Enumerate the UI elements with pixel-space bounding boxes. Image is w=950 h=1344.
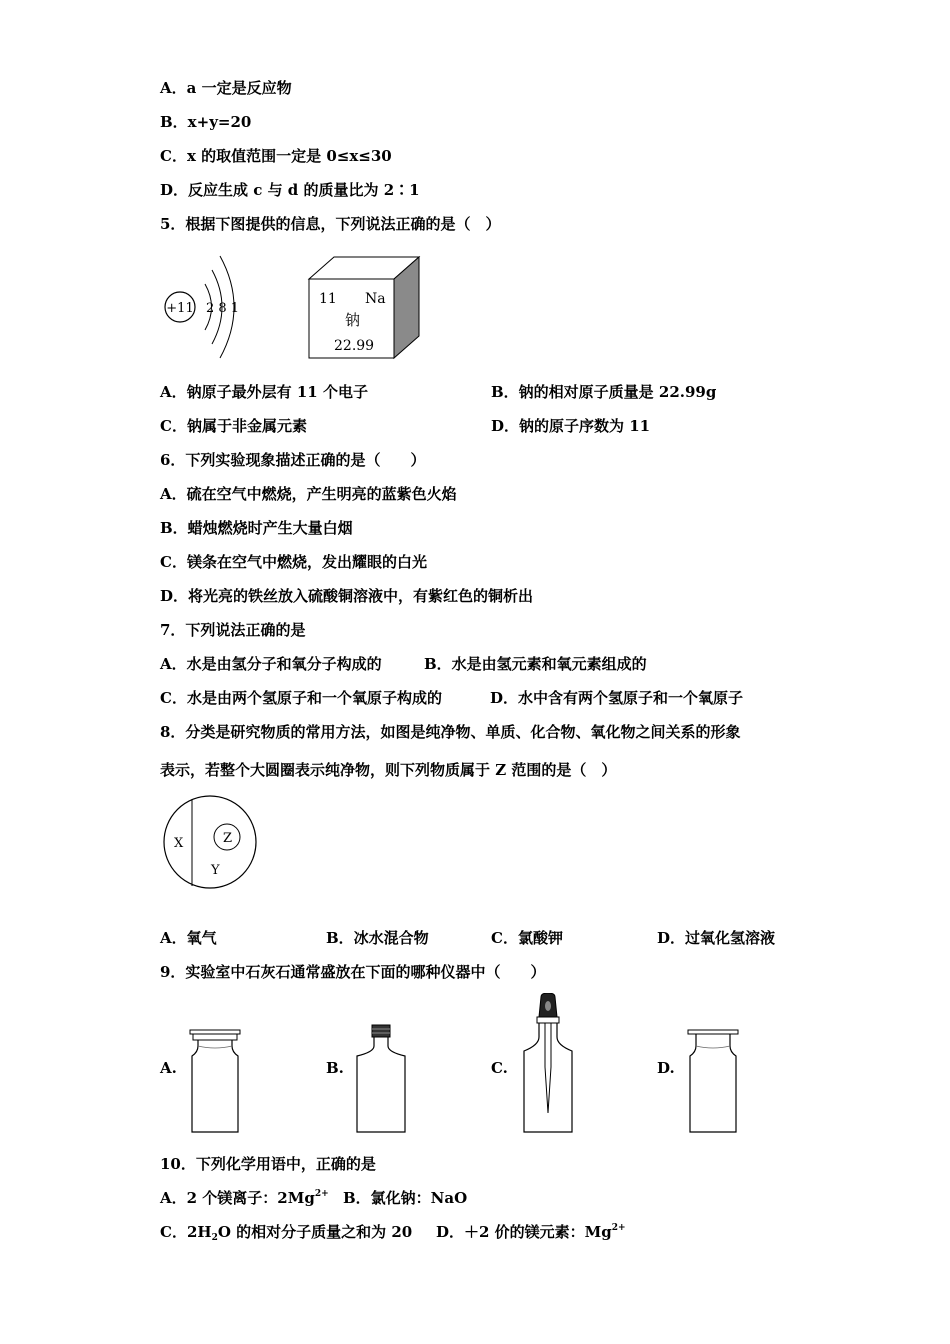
q8-option-a: A．氧气: [160, 929, 217, 947]
q5-option-a: A．钠原子最外层有 11 个电子: [160, 383, 368, 401]
q4-option-b: B．x+y=20: [160, 113, 252, 131]
q6-option-a: A．硫在空气中燃烧，产生明亮的蓝紫色火焰: [160, 485, 457, 503]
q5-option-c: C．钠属于非金属元素: [160, 417, 307, 435]
q5-option-d: D．钠的原子序数为 11: [491, 417, 651, 435]
dropper-bottle: [518, 993, 578, 1138]
q8-stem-line1: 8．分类是研究物质的常用方法，如图是纯净物、单质、化合物、氧化物之间关系的形象: [160, 723, 741, 741]
q10-stem: 10．下列化学用语中，正确的是: [160, 1155, 376, 1173]
atom-shell-electrons: 2 8 1: [206, 301, 240, 316]
q9-label-c: C.: [491, 1059, 508, 1077]
narrow-mouth-bottle-with-stopper: [351, 1022, 411, 1138]
q6-option-c: C．镁条在空气中燃烧，发出耀眼的白光: [160, 553, 427, 571]
q7-option-c: C．水是由两个氢原子和一个氧原子构成的: [160, 689, 442, 707]
q9-stem: 9．实验室中石灰石通常盛放在下面的哪种仪器中（ ）: [160, 963, 546, 981]
q6-stem: 6．下列实验现象描述正确的是（ ）: [160, 451, 426, 469]
classification-venn-diagram: [160, 793, 265, 893]
q9-label-d: D.: [657, 1059, 675, 1077]
region-x-label: X: [174, 836, 184, 851]
sodium-atom-structure-diagram: [150, 246, 260, 366]
sodium-element-card: [305, 254, 425, 364]
q4-option-c: C．x 的取值范围一定是 0≤x≤30: [160, 147, 392, 165]
q9-label-a: A.: [160, 1059, 177, 1077]
q10-option-b: B．氯化钠：NaO: [343, 1189, 468, 1207]
wide-mouth-bottle: [684, 1026, 744, 1138]
atom-nucleus-label: +11: [166, 301, 194, 316]
element-atomic-mass: 22.99: [334, 338, 375, 354]
q9-label-b: B.: [326, 1059, 344, 1077]
element-symbol: Na: [365, 291, 386, 307]
region-y-label: Y: [211, 863, 220, 878]
q4-option-d: D．反应生成 c 与 d 的质量比为 2∶1: [160, 181, 420, 199]
element-atomic-number: 11: [319, 291, 337, 307]
q5-option-b: B．钠的相对原子质量是 22.99g: [491, 383, 717, 401]
q8-option-c: C．氯酸钾: [491, 929, 563, 947]
q8-option-b: B．冰水混合物: [326, 929, 429, 947]
q7-option-b: B．水是由氢元素和氧元素组成的: [424, 655, 647, 673]
element-name: 钠: [345, 311, 361, 329]
region-z-label: Z: [223, 831, 233, 846]
q10-option-c: C．$2H_2O$ 的相对分子质量之和为 20: [160, 1223, 413, 1243]
q7-stem: 7．下列说法正确的是: [160, 621, 306, 639]
q8-stem-line2: 表示，若整个大圆圈表示纯净物，则下列物质属于 Z 范围的是（ ）: [160, 761, 617, 779]
q4-option-a: A．a 一定是反应物: [160, 79, 292, 97]
q6-option-d: D．将光亮的铁丝放入硫酸铜溶液中，有紫红色的铜析出: [160, 587, 534, 605]
q7-option-d: D．水中含有两个氢原子和一个氧原子: [490, 689, 744, 707]
q8-option-d: D．过氧化氢溶液: [657, 929, 776, 947]
q6-option-b: B．蜡烛燃烧时产生大量白烟: [160, 519, 353, 537]
q5-stem: 5．根据下图提供的信息，下列说法正确的是（ ）: [160, 215, 501, 233]
q10-option-a: A．2 个镁离子：$2Mg^{2+}$: [160, 1189, 329, 1207]
q10-option-d: D．＋2 价的镁元素：$Mg^{2+}$: [436, 1223, 626, 1241]
wide-mouth-bottle-with-glass-plate: [186, 1026, 246, 1138]
q7-option-a: A．水是由氢分子和氧分子构成的: [160, 655, 382, 673]
